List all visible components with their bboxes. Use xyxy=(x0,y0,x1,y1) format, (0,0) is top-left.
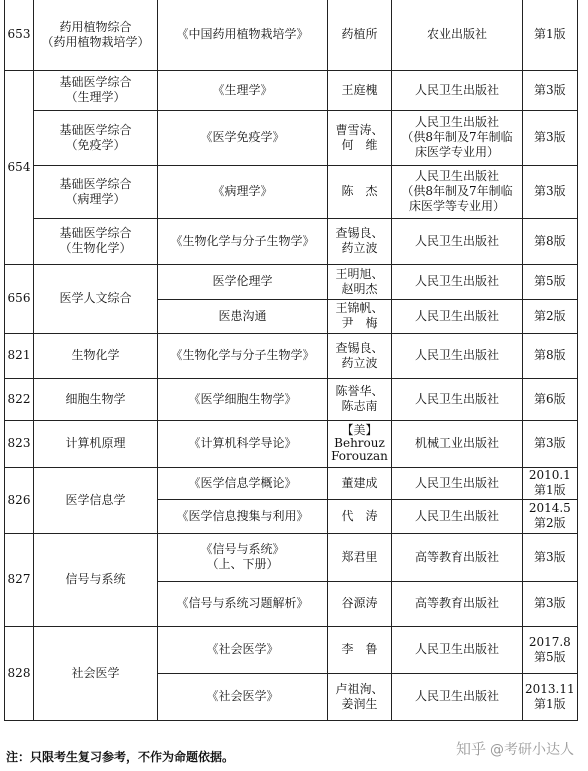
edition-cell: 第3版 xyxy=(523,581,578,626)
edition-cell: 2017.8 第5版 xyxy=(523,626,578,673)
publisher-cell: 人民卫生出版社 xyxy=(392,333,523,378)
author-cell: 陈誉华、 陈志南 xyxy=(328,378,392,420)
subject-cell: 社会医学 xyxy=(34,626,158,720)
publisher-cell: 人民卫生出版社 xyxy=(392,626,523,673)
publisher-cell: 人民卫生出版社 xyxy=(392,70,523,110)
subject-cell: 医学人文综合 xyxy=(34,264,158,333)
table-row xyxy=(5,333,578,378)
book-cell: 《信号与系统》 （上、下册） xyxy=(158,533,328,581)
book-cell: 《生物化学与分子生物学》 xyxy=(158,218,328,264)
edition-cell: 第6版 xyxy=(523,378,578,420)
book-cell: 《计算机科学导论》 xyxy=(158,420,328,467)
book-cell: 医学伦理学 xyxy=(158,264,328,299)
author-handle: @考研小达人 xyxy=(490,741,574,758)
subject-cell: 生物化学 xyxy=(34,333,158,378)
code-cell: 826 xyxy=(5,467,34,533)
book-cell: 《社会医学》 xyxy=(158,626,328,673)
author-cell: 董建成 xyxy=(328,467,392,499)
publisher-cell: 人民卫生出版社 xyxy=(392,299,523,333)
author-cell: 郑君里 xyxy=(328,533,392,581)
table-row xyxy=(5,264,578,299)
code-cell: 653 xyxy=(5,0,34,70)
author-cell: 药植所 xyxy=(328,0,392,70)
zhihu-logo: 知乎 xyxy=(455,740,486,758)
table-row xyxy=(5,70,578,110)
edition-cell: 第3版 xyxy=(523,110,578,165)
author-cell: 王庭槐 xyxy=(328,70,392,110)
book-cell: 《医学信息学概论》 xyxy=(158,467,328,499)
author-cell: 王锦帆、 尹 梅 xyxy=(328,299,392,333)
book-cell: 《信号与系统习题解析》 xyxy=(158,581,328,626)
table-row xyxy=(5,218,578,264)
subject-cell: 基础医学综合 （生理学） xyxy=(34,70,158,110)
publisher-cell: 人民卫生出版社 xyxy=(392,264,523,299)
publisher-cell: 人民卫生出版社 （供8年制及7年制临 床医学专业用） xyxy=(392,110,523,165)
table-row xyxy=(5,0,578,70)
table-row xyxy=(5,626,578,673)
publisher-cell: 人民卫生出版社 xyxy=(392,499,523,533)
author-cell: 李 鲁 xyxy=(328,626,392,673)
code-cell: 656 xyxy=(5,264,34,333)
publisher-cell: 高等教育出版社 xyxy=(392,581,523,626)
author-cell: 谷源涛 xyxy=(328,581,392,626)
watermark xyxy=(456,738,574,759)
subject-cell: 医学信息学 xyxy=(34,467,158,533)
subject-cell: 细胞生物学 xyxy=(34,378,158,420)
subject-cell: 基础医学综合 （生物化学） xyxy=(34,218,158,264)
author-cell: 王明旭、 赵明杰 xyxy=(328,264,392,299)
table-row xyxy=(5,165,578,218)
disclaimer-note: 注：只限考生复习参考，不作为命题依据。 xyxy=(6,750,235,764)
author-cell: 曹雪涛、 何 维 xyxy=(328,110,392,165)
edition-cell: 第3版 xyxy=(523,420,578,467)
book-cell: 《社会医学》 xyxy=(158,673,328,720)
author-cell: 【美】 Behrouz Forouzan xyxy=(328,420,392,467)
table-row xyxy=(5,378,578,420)
code-cell: 823 xyxy=(5,420,34,467)
edition-cell: 第3版 xyxy=(523,165,578,218)
book-cell: 《中国药用植物栽培学》 xyxy=(158,0,328,70)
subject-cell: 药用植物综合 （药用植物栽培学） xyxy=(34,0,158,70)
publisher-cell: 人民卫生出版社 xyxy=(392,218,523,264)
edition-cell: 第8版 xyxy=(523,218,578,264)
publisher-cell: 人民卫生出版社 xyxy=(392,467,523,499)
edition-cell: 第8版 xyxy=(523,333,578,378)
author-cell: 陈 杰 xyxy=(328,165,392,218)
code-cell: 822 xyxy=(5,378,34,420)
book-cell: 《病理学》 xyxy=(158,165,328,218)
table-row xyxy=(5,533,578,581)
table-row xyxy=(5,467,578,499)
book-cell: 《生理学》 xyxy=(158,70,328,110)
code-cell: 828 xyxy=(5,626,34,720)
subject-cell: 信号与系统 xyxy=(34,533,158,626)
subject-cell: 基础医学综合 （免疫学） xyxy=(34,110,158,165)
edition-cell: 第3版 xyxy=(523,533,578,581)
bibliography-table xyxy=(4,0,578,721)
subject-cell: 基础医学综合 （病理学） xyxy=(34,165,158,218)
edition-cell: 第5版 xyxy=(523,264,578,299)
code-cell: 654 xyxy=(5,70,34,264)
publisher-cell: 高等教育出版社 xyxy=(392,533,523,581)
author-cell: 卢祖洵、 姜润生 xyxy=(328,673,392,720)
book-cell: 《医学细胞生物学》 xyxy=(158,378,328,420)
book-cell: 《医学信息搜集与利用》 xyxy=(158,499,328,533)
code-cell: 827 xyxy=(5,533,34,626)
publisher-cell: 人民卫生出版社 xyxy=(392,673,523,720)
code-cell: 821 xyxy=(5,333,34,378)
edition-cell: 第2版 xyxy=(523,299,578,333)
author-cell: 查锡良、 药立波 xyxy=(328,218,392,264)
edition-cell: 第3版 xyxy=(523,70,578,110)
table-row xyxy=(5,420,578,467)
publisher-cell: 机械工业出版社 xyxy=(392,420,523,467)
edition-cell: 2010.1 第1版 xyxy=(523,467,578,499)
publisher-cell: 人民卫生出版社 xyxy=(392,378,523,420)
book-cell: 《医学免疫学》 xyxy=(158,110,328,165)
publisher-cell: 人民卫生出版社 （供8年制及7年制临 床医学等专业用） xyxy=(392,165,523,218)
edition-cell: 2014.5 第2版 xyxy=(523,499,578,533)
edition-cell: 2013.11 第1版 xyxy=(523,673,578,720)
book-cell: 《生物化学与分子生物学》 xyxy=(158,333,328,378)
table-row xyxy=(5,110,578,165)
subject-cell: 计算机原理 xyxy=(34,420,158,467)
edition-cell: 第1版 xyxy=(523,0,578,70)
publisher-cell: 农业出版社 xyxy=(392,0,523,70)
book-cell: 医患沟通 xyxy=(158,299,328,333)
author-cell: 查锡良、 药立波 xyxy=(328,333,392,378)
author-cell: 代 涛 xyxy=(328,499,392,533)
